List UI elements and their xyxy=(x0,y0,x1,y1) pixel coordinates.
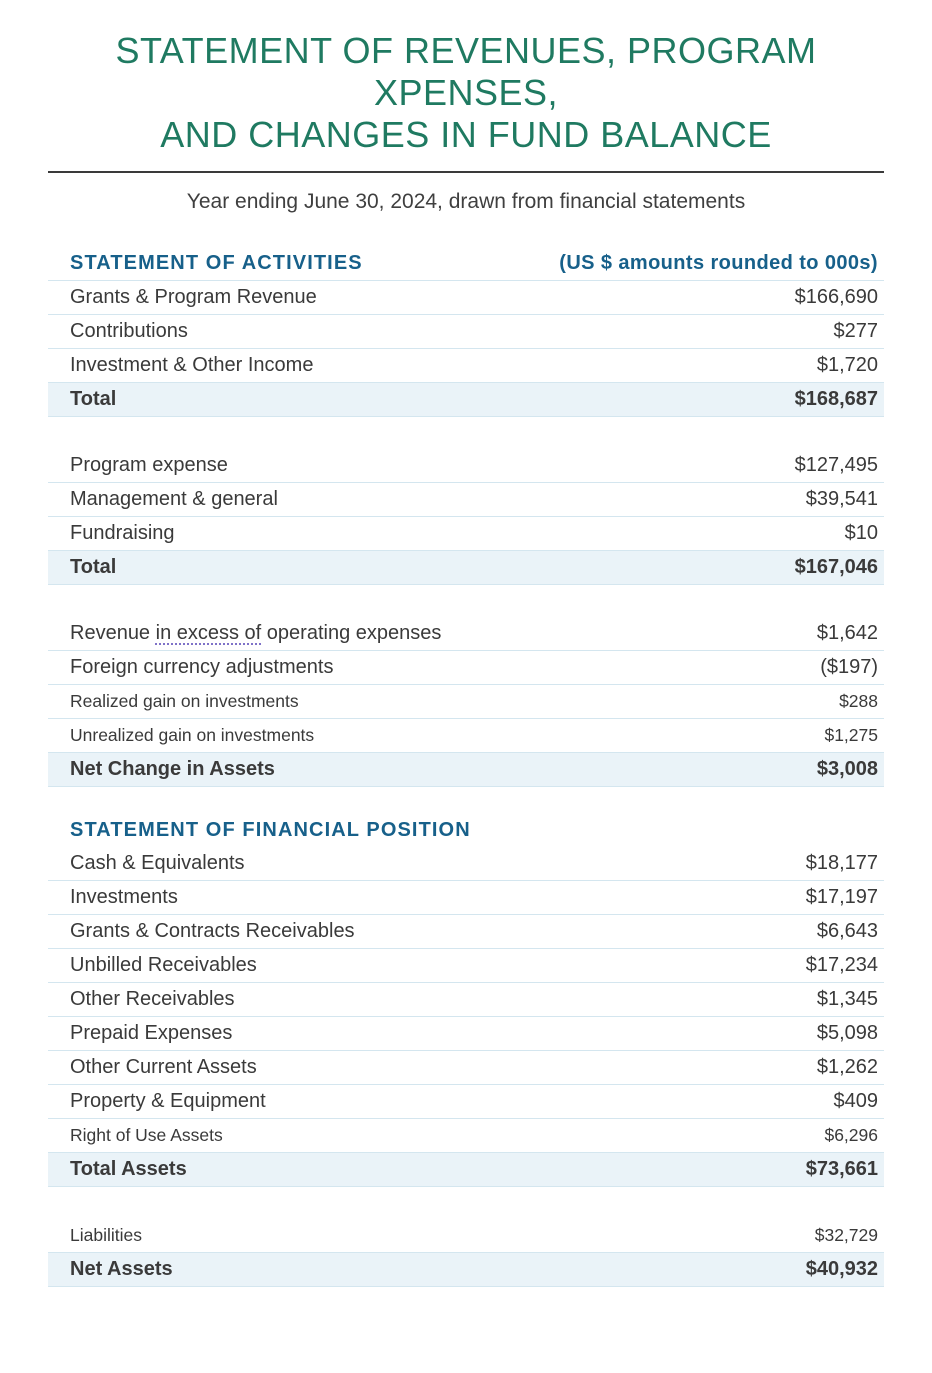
row-label: Right of Use Assets xyxy=(70,1125,223,1145)
row-value: $6,643 xyxy=(816,920,878,942)
row-value: $1,275 xyxy=(824,725,878,745)
row-label: Property & Equipment xyxy=(70,1090,266,1112)
document-page xyxy=(48,30,884,1373)
row-label: Total xyxy=(70,388,117,410)
row-label: Cash & Equivalents xyxy=(70,852,245,874)
row-value: $409 xyxy=(833,1090,878,1112)
table-row xyxy=(48,915,884,949)
row-label-prefix: Revenue xyxy=(70,622,156,644)
row-value: $73,661 xyxy=(805,1158,878,1180)
table-row-total xyxy=(48,551,884,585)
row-label: Grants & Contracts Receivables xyxy=(70,920,355,942)
row-label: Program expense xyxy=(70,454,228,476)
table-row xyxy=(48,1085,884,1119)
table-row xyxy=(48,1051,884,1085)
row-value: $10 xyxy=(844,522,878,544)
row-value: $1,345 xyxy=(816,988,878,1010)
title-divider xyxy=(48,171,884,173)
table-row xyxy=(48,847,884,881)
page-subtitle: Year ending June 30, 2024, drawn from financial statements xyxy=(186,190,746,213)
row-value: $1,262 xyxy=(816,1056,878,1078)
row-label: Management & general xyxy=(70,488,278,510)
row-label: Contributions xyxy=(70,320,188,342)
row-value: ($197) xyxy=(820,656,878,678)
row-value: $288 xyxy=(839,691,878,711)
table-row xyxy=(48,349,884,383)
row-value: $32,729 xyxy=(814,1225,878,1245)
row-value: $6,296 xyxy=(824,1125,878,1145)
row-label: Total Assets xyxy=(70,1158,187,1180)
table-row-total xyxy=(48,1153,884,1187)
table-row xyxy=(48,315,884,349)
row-label: Other Current Assets xyxy=(70,1056,257,1078)
table-row xyxy=(48,1017,884,1051)
table-row xyxy=(48,651,884,685)
row-label: Total xyxy=(70,556,117,578)
section-header-title: STATEMENT OF FINANCIAL POSITION xyxy=(70,819,471,841)
table-row xyxy=(48,881,884,915)
section-liabilities-net-assets xyxy=(48,1219,884,1287)
row-value: $39,541 xyxy=(805,488,878,510)
table-row xyxy=(48,719,884,753)
row-label: Realized gain on investments xyxy=(70,691,299,711)
table-row-total xyxy=(48,753,884,787)
section-statement-of-activities xyxy=(48,252,884,417)
bottom-whitespace xyxy=(48,1287,884,1373)
row-label: Unbilled Receivables xyxy=(70,954,257,976)
table-row xyxy=(48,685,884,719)
table-row xyxy=(48,949,884,983)
table-row xyxy=(48,449,884,483)
row-label: Prepaid Expenses xyxy=(70,1022,233,1044)
row-value: $1,642 xyxy=(816,622,878,644)
row-value: $5,098 xyxy=(816,1022,878,1044)
section-header xyxy=(48,252,884,281)
row-label-suffix: operating expenses xyxy=(261,622,442,644)
table-row xyxy=(48,617,884,651)
table-row xyxy=(48,1119,884,1153)
row-value: $17,197 xyxy=(805,886,878,908)
row-label: Grants & Program Revenue xyxy=(70,286,317,308)
row-label: Other Receivables xyxy=(70,988,235,1010)
row-label: Investment & Other Income xyxy=(70,354,314,376)
row-label: Foreign currency adjustments xyxy=(70,656,334,678)
row-value: $1,720 xyxy=(816,354,878,376)
row-value: $18,177 xyxy=(805,852,878,874)
table-row xyxy=(48,983,884,1017)
row-value: $3,008 xyxy=(816,758,878,780)
row-label: Fundraising xyxy=(70,522,175,544)
page-title xyxy=(48,30,884,156)
row-value: $167,046 xyxy=(794,556,878,578)
page-title-line1: STATEMENT OF REVENUES, PROGRAM XPENSES, xyxy=(115,30,817,113)
row-value: $40,932 xyxy=(805,1258,878,1280)
row-value: $17,234 xyxy=(805,954,878,976)
row-label xyxy=(70,622,441,645)
row-value: $127,495 xyxy=(794,454,878,476)
row-value: $168,687 xyxy=(794,388,878,410)
table-row xyxy=(48,1219,884,1253)
section-expenses xyxy=(48,449,884,585)
row-label: Net Change in Assets xyxy=(70,758,275,780)
table-row xyxy=(48,517,884,551)
section-header xyxy=(48,819,884,847)
table-row-total xyxy=(48,383,884,417)
row-value: $166,690 xyxy=(794,286,878,308)
row-label: Net Assets xyxy=(70,1258,173,1280)
page-title-line2: AND CHANGES IN FUND BALANCE xyxy=(160,114,772,155)
row-label: Unrealized gain on investments xyxy=(70,725,315,745)
table-row-total xyxy=(48,1253,884,1287)
row-label: Investments xyxy=(70,886,178,908)
section-changes-in-net-assets xyxy=(48,617,884,787)
section-header-title: STATEMENT OF ACTIVITIES xyxy=(70,252,363,274)
table-row xyxy=(48,483,884,517)
section-statement-of-financial-position xyxy=(48,819,884,1187)
grammar-underlined-text: in excess of xyxy=(155,622,262,644)
table-row xyxy=(48,281,884,315)
section-header-note: (US $ amounts rounded to 000s) xyxy=(559,252,878,274)
row-label: Liabilities xyxy=(70,1225,142,1245)
row-value: $277 xyxy=(833,320,878,342)
